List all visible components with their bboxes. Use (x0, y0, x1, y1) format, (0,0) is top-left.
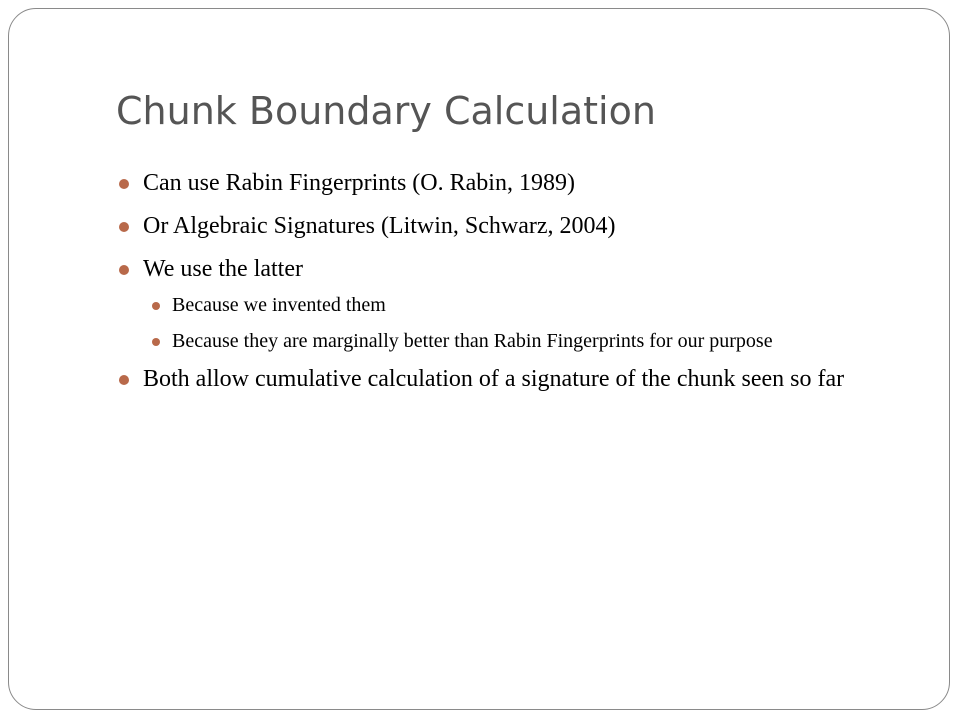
sub-bullet-item (116, 327, 916, 355)
bullet-text: Both allow cumulative calculation of a signature of the chunk seen so far (143, 366, 845, 392)
bullet-item (116, 210, 916, 242)
sub-bullet-text: Because we invented them (172, 294, 386, 316)
slide-title: Chunk Boundary Calculation (116, 89, 656, 133)
bullet-dot-icon (119, 179, 129, 189)
bullet-item (116, 253, 916, 285)
sub-bullet-item (116, 291, 916, 319)
sub-bullet-text: Because they are marginally better than Rabin Fingerprints for our purpose (172, 330, 773, 352)
bullet-dot-icon (119, 375, 129, 385)
bullet-dot-icon (119, 265, 129, 275)
bullet-text: We use the latter (143, 256, 303, 282)
bullet-item (116, 167, 916, 199)
sub-bullet-dot-icon (152, 338, 160, 346)
slide-frame (8, 8, 950, 710)
bullet-text: Or Algebraic Signatures (Litwin, Schwarz, 2004) (143, 213, 616, 239)
bullet-dot-icon (119, 222, 129, 232)
bullet-item (116, 363, 916, 395)
sub-bullet-dot-icon (152, 302, 160, 310)
bullet-list (116, 167, 916, 395)
bullet-text: Can use Rabin Fingerprints (O. Rabin, 1989) (143, 170, 575, 196)
